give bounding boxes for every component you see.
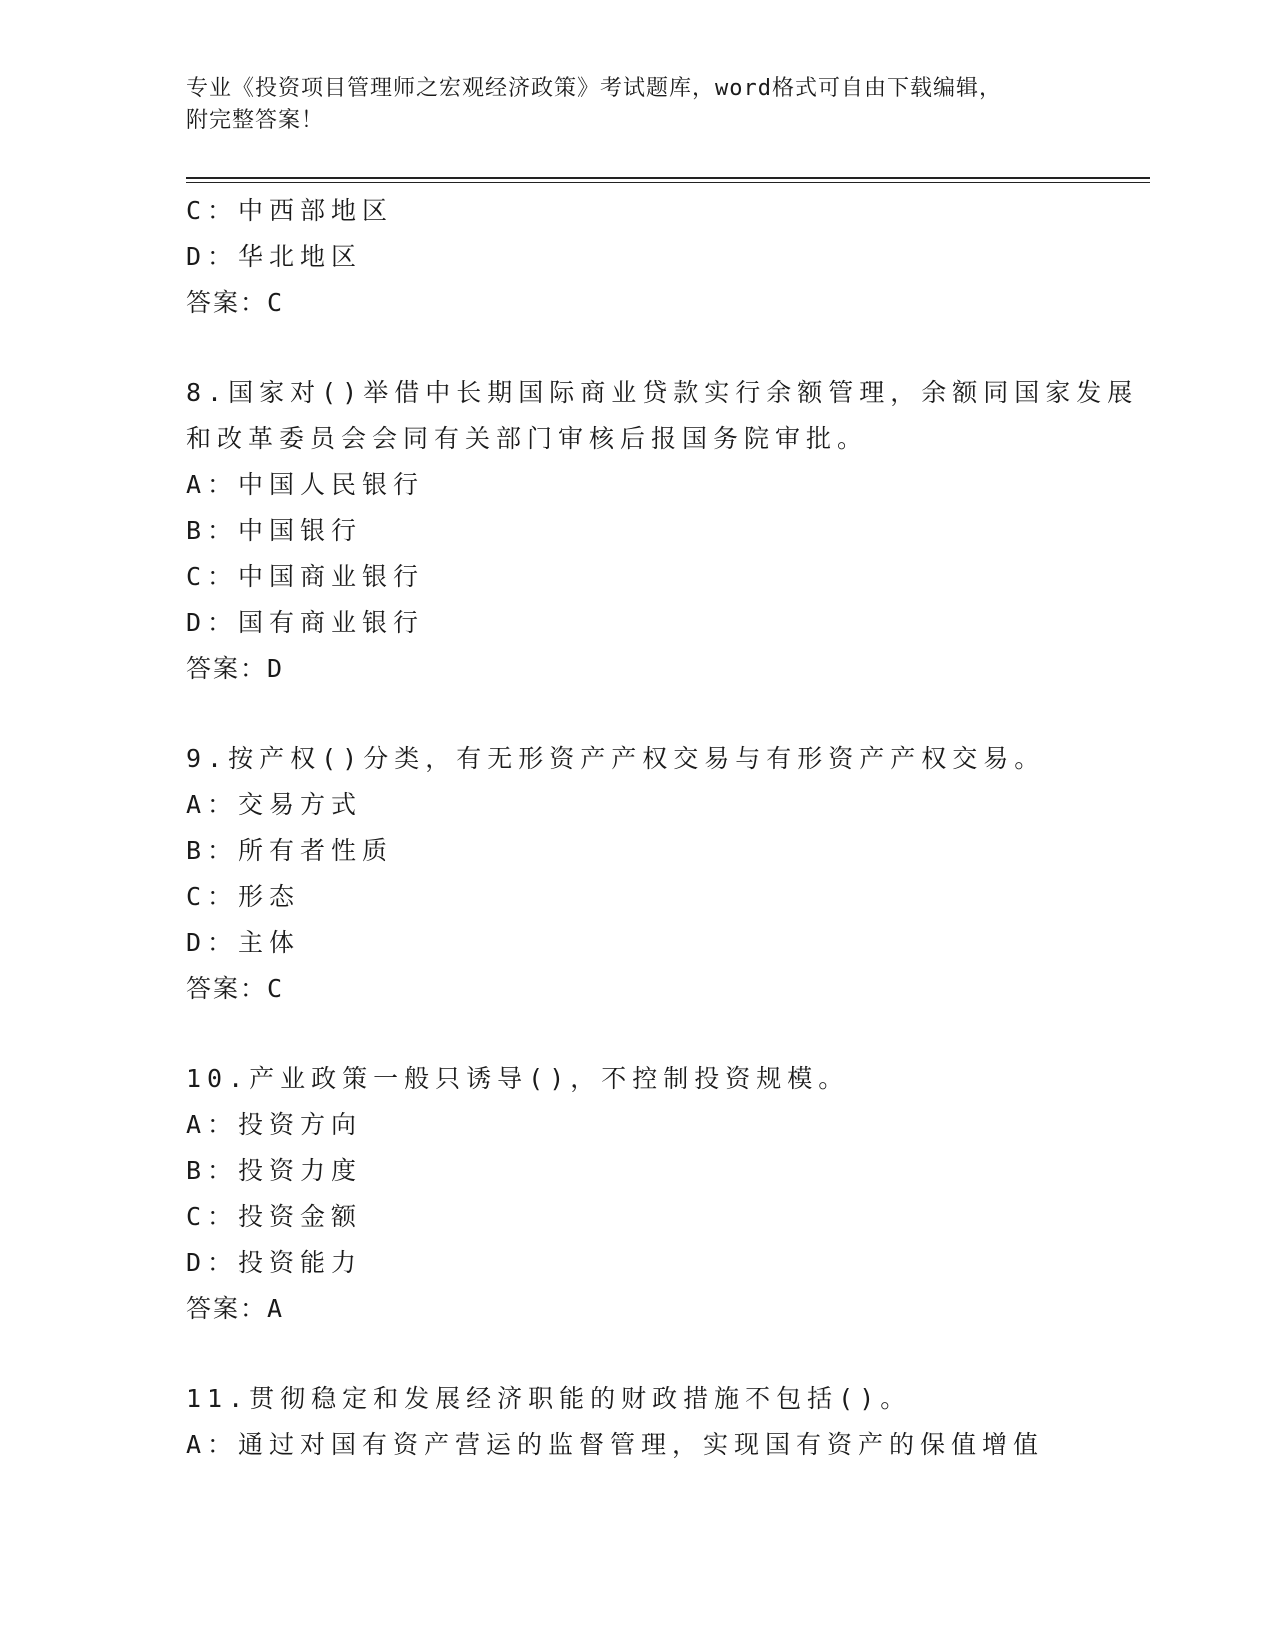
- header-divider-thick: [186, 177, 1150, 179]
- question-8: [186, 370, 1150, 692]
- question-7-continuation: [186, 188, 1150, 326]
- header-line-1: 专业《投资项目管理师之宏观经济政策》考试题库，word格式可自由下载编辑，: [186, 76, 1002, 101]
- header-line-2: 附完整答案！: [186, 108, 325, 133]
- answer-value: A: [267, 1294, 285, 1323]
- question-stem: 9.按产权()分类，有无形资产产权交易与有形资产产权交易。: [186, 744, 1046, 773]
- question-stem: 8.国家对()举借中长期国际商业贷款实行余额管理，余额同国家发展: [186, 378, 1139, 407]
- answer-label: 答案：: [186, 974, 268, 1003]
- option-d: D：华北地区: [186, 242, 363, 271]
- option-c: C：中国商业银行: [186, 562, 425, 591]
- option-a: A：投资方向: [186, 1110, 363, 1139]
- answer-label: 答案：: [186, 654, 268, 683]
- option-c: C：形态: [186, 882, 301, 911]
- question-spacer: [186, 326, 1150, 370]
- document-header: [186, 73, 1106, 137]
- answer-line: [186, 280, 1150, 326]
- option-a: A：通过对国有资产营运的监督管理，实现国有资产的保值增值: [186, 1430, 1045, 1459]
- question-spacer: [186, 1332, 1150, 1376]
- question-stem: 10.产业政策一般只诱导()，不控制投资规模。: [186, 1064, 850, 1093]
- option-b: B：中国银行: [186, 516, 363, 545]
- option-d: D：投资能力: [186, 1248, 363, 1277]
- question-11: [186, 1376, 1150, 1468]
- option-a: A：中国人民银行: [186, 470, 425, 499]
- question-list: [186, 188, 1150, 1468]
- option-a: A：交易方式: [186, 790, 363, 819]
- answer-line: [186, 646, 1150, 692]
- question-stem: 和改革委员会会同有关部门审核后报国务院审批。: [186, 424, 869, 453]
- question-spacer: [186, 692, 1150, 736]
- answer-label: 答案：: [186, 288, 268, 317]
- option-c: C：中西部地区: [186, 196, 394, 225]
- option-d: D：主体: [186, 928, 301, 957]
- question-10: [186, 1056, 1150, 1332]
- answer-label: 答案：: [186, 1294, 268, 1323]
- question-9: [186, 736, 1150, 1012]
- answer-value: D: [267, 654, 285, 683]
- question-spacer: [186, 1012, 1150, 1056]
- answer-line: [186, 966, 1150, 1012]
- option-c: C：投资金额: [186, 1202, 363, 1231]
- header-divider-thin: [186, 182, 1150, 183]
- answer-line: [186, 1286, 1150, 1332]
- answer-value: C: [267, 974, 285, 1003]
- option-b: B：投资力度: [186, 1156, 363, 1185]
- question-stem: 11.贯彻稳定和发展经济职能的财政措施不包括()。: [186, 1384, 912, 1413]
- option-d: D：国有商业银行: [186, 608, 425, 637]
- answer-value: C: [267, 288, 285, 317]
- option-b: B：所有者性质: [186, 836, 394, 865]
